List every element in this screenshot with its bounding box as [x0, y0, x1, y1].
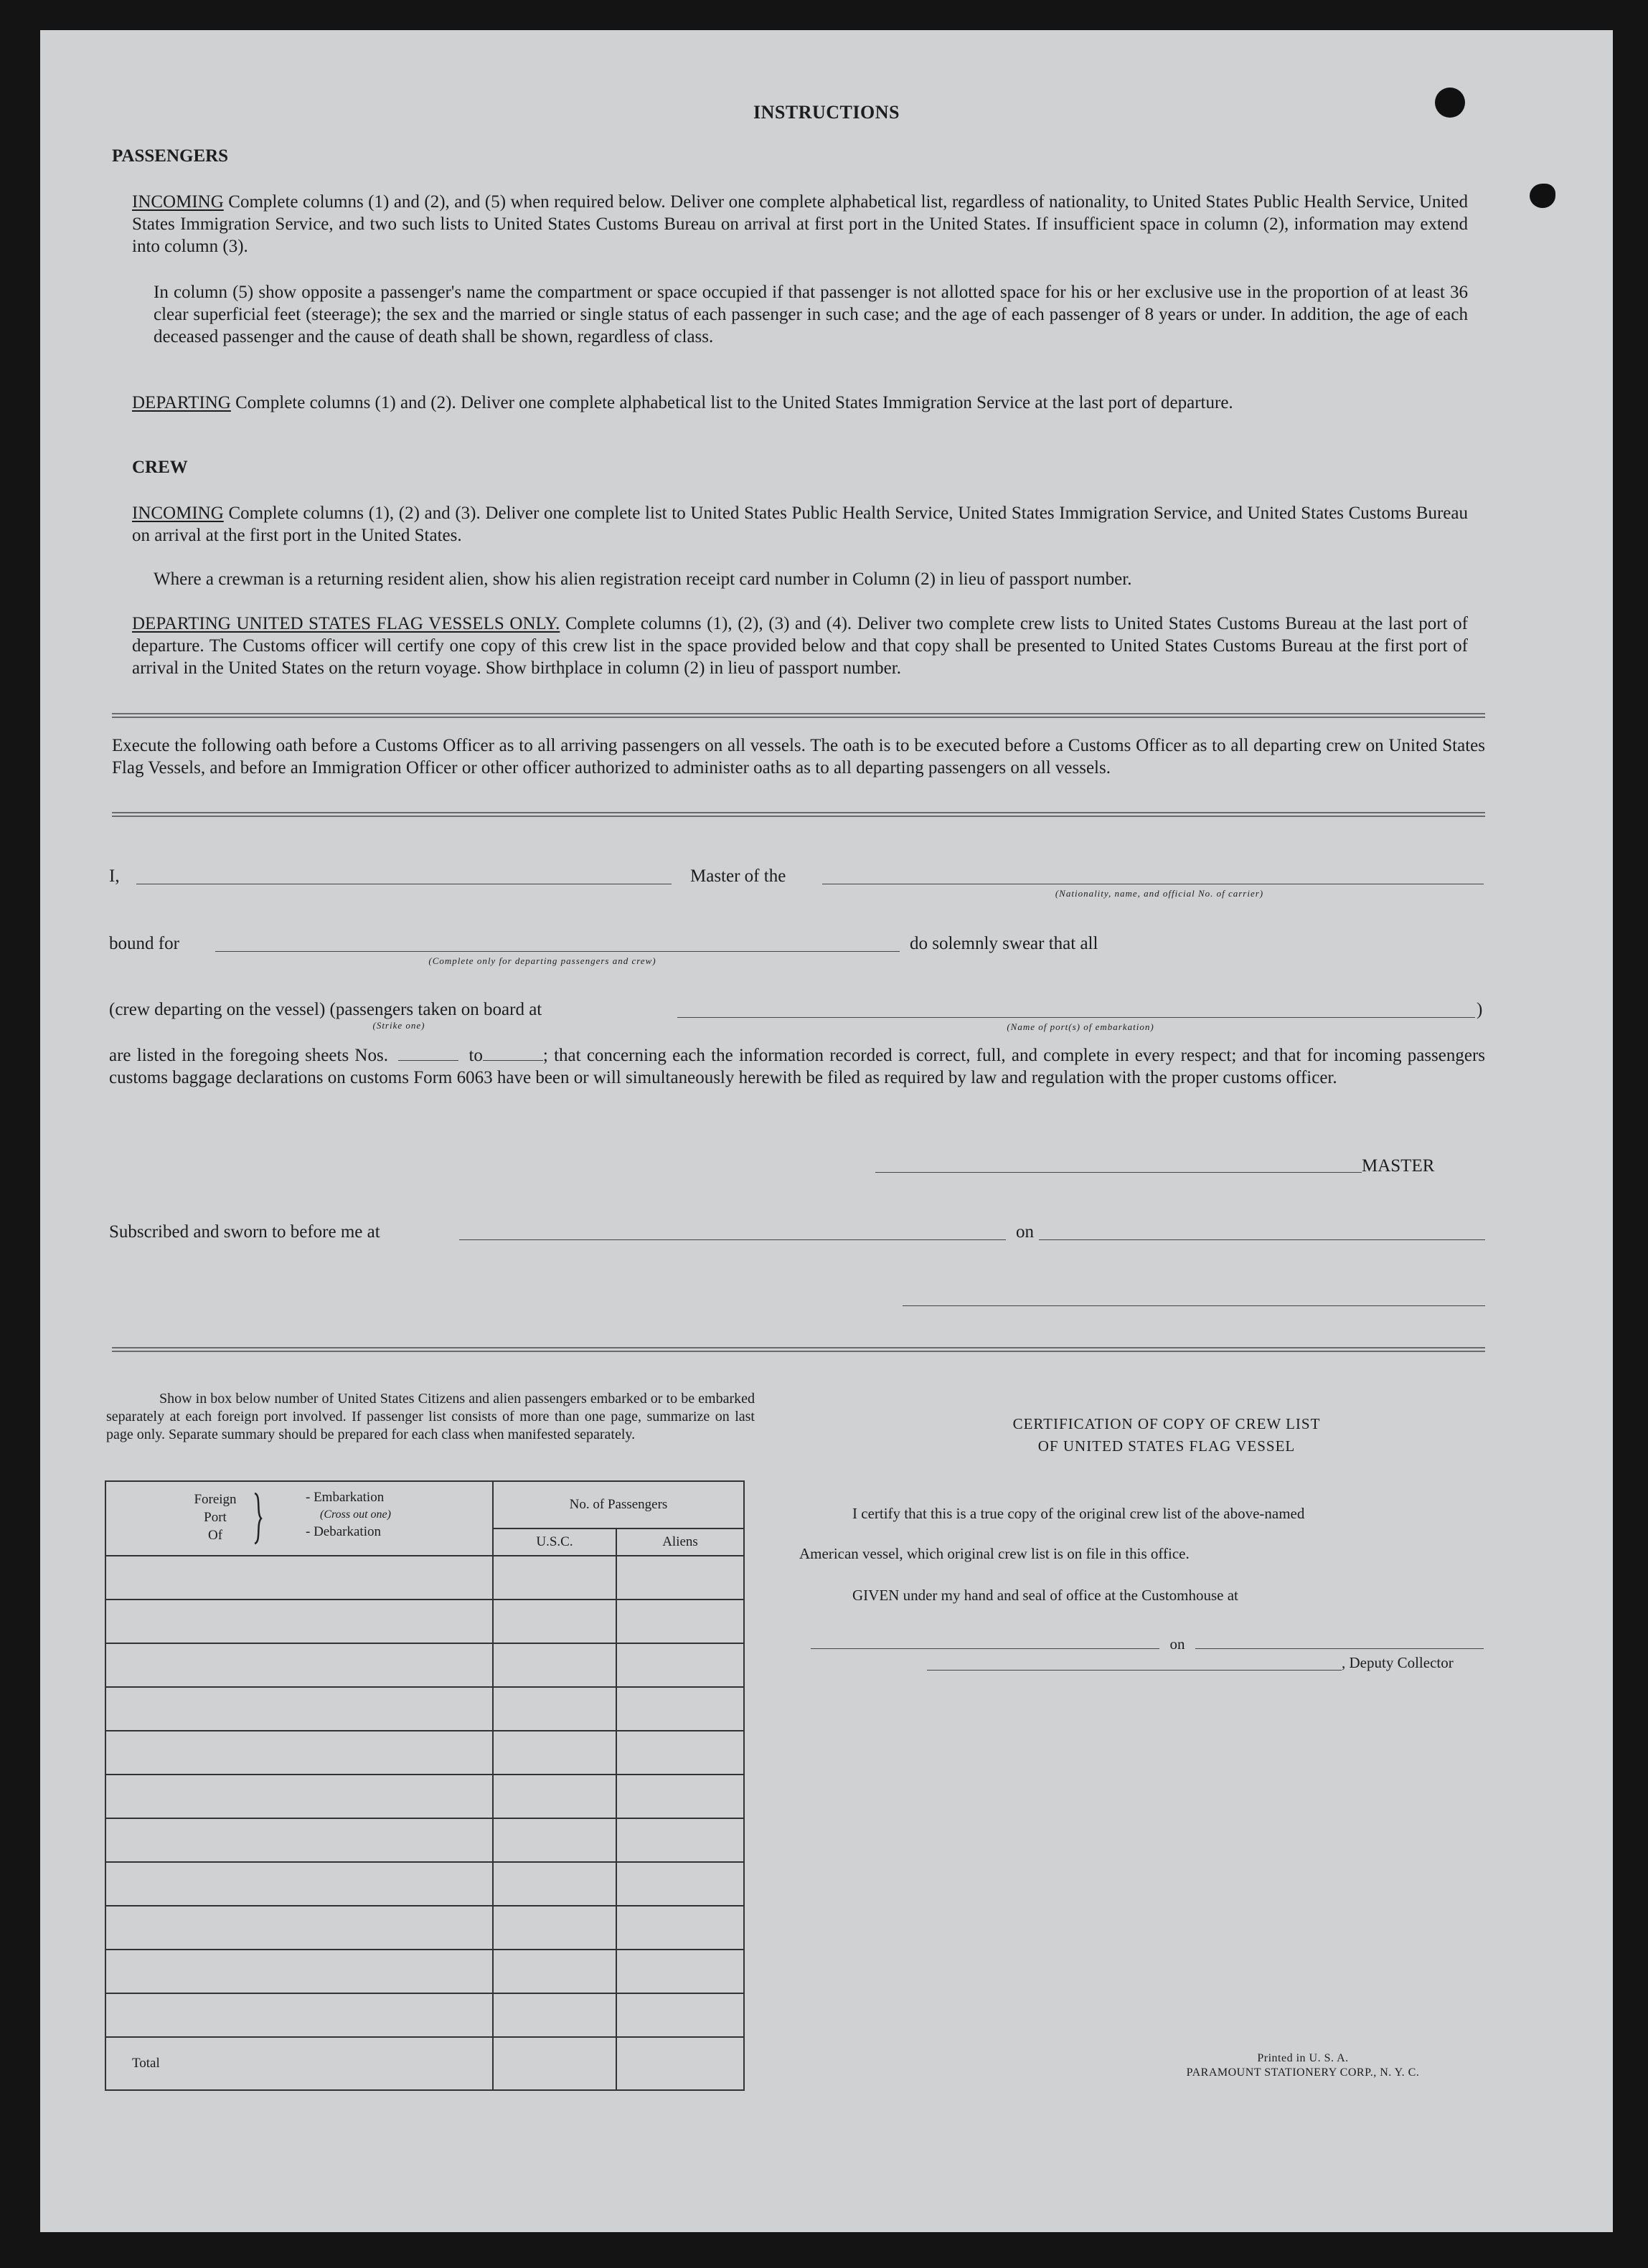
usc-cell[interactable] — [493, 1862, 616, 1906]
bound-for-caption: (Complete only for departing passengers and crew) — [428, 955, 656, 966]
port-cell[interactable] — [105, 1556, 493, 1600]
foreign-label: Foreign — [194, 1492, 237, 1507]
total-aliens-cell[interactable] — [616, 2037, 744, 2090]
oath-instructions: Execute the following oath before a Customs Officer as to all arriving passengers on all vessels. The oath is to be executed before a Customs Officer as to all departing crew on United States Flag Vessels, and before an Immigration Officer or other officer authorized to administer oaths as to all departing passengers on all vessels. — [112, 736, 1485, 778]
passengers-incoming-label: INCOMING — [132, 192, 224, 212]
aliens-cell[interactable] — [616, 1731, 744, 1775]
column5-paragraph: In column (5) show opposite a passenger's name the compartment or space occupied if that passenger is not allotted space for his or her exclusive use in the proportion of at least 36 clear superficial feet (steerage); the sex and the married or single status of each passenger in such case; and the age of each passenger of 8 years or under. In addition, the age of each deceased passenger and the cause of death shall be shown, regardless of class. — [154, 283, 1468, 346]
usc-cell[interactable] — [493, 1775, 616, 1818]
section-divider — [112, 1347, 1485, 1352]
port-label: Port — [204, 1510, 227, 1525]
cert-on-label: on — [1169, 1635, 1185, 1653]
table-row — [105, 1775, 744, 1818]
usc-cell[interactable] — [493, 1643, 616, 1687]
usc-cell[interactable] — [493, 1818, 616, 1862]
master-label: MASTER — [1362, 1156, 1435, 1176]
summary-instructions: Show in box below number of United States Citizens and alien passengers embarked or to be embarked separately at each foreign port involved. If passenger list consists of more than one page, summarize on last page only. Separate summary should be prepared for each class when manifested separately. — [106, 1391, 755, 1442]
section-divider — [112, 812, 1485, 817]
cert-date-field[interactable] — [1195, 1648, 1484, 1649]
brace-icon — [253, 1492, 264, 1545]
strike-one-caption: (Strike one) — [372, 1020, 425, 1031]
bound-for-label: bound for — [109, 934, 179, 953]
table-row — [105, 1643, 744, 1687]
usc-cell[interactable] — [493, 1556, 616, 1600]
table-row — [105, 1731, 744, 1775]
aliens-cell[interactable] — [616, 1643, 744, 1687]
debarkation-label: - Debarkation — [306, 1524, 381, 1539]
carrier-caption: (Nationality, name, and official No. of carrier) — [1055, 888, 1264, 899]
sheet-from-field[interactable] — [398, 1060, 458, 1061]
total-usc-cell[interactable] — [493, 2037, 616, 2090]
deputy-collector-field[interactable] — [927, 1670, 1342, 1671]
deputy-collector-label: , Deputy Collector — [1342, 1654, 1454, 1671]
port-of-embarkation-field[interactable] — [677, 1017, 1475, 1018]
crew-departing-paragraph — [132, 613, 1468, 679]
certification-title — [765, 1413, 1568, 1457]
passengers-incoming-paragraph — [132, 191, 1468, 257]
aliens-cell[interactable] — [616, 1775, 744, 1818]
certification-title-line-2: OF UNITED STATES FLAG VESSEL — [1037, 1437, 1296, 1455]
aliens-cell[interactable] — [616, 1993, 744, 2037]
printer-line-1: Printed in U. S. A. — [1257, 2052, 1349, 2064]
of-label: Of — [207, 1528, 223, 1543]
port-cell[interactable] — [105, 1775, 493, 1818]
port-cell[interactable] — [105, 1993, 493, 2037]
aliens-cell[interactable] — [616, 1600, 744, 1643]
usc-cell[interactable] — [493, 1993, 616, 2037]
certification-title-line-1: CERTIFICATION OF COPY OF CREW LIST — [1012, 1415, 1321, 1432]
master-of-the-label: Master of the — [690, 866, 786, 886]
aliens-header: Aliens — [616, 1528, 744, 1556]
crew-departing-text: Complete columns (1), (2), (3) and (4). Deliver two complete crew lists to United States Customs Bureau at the last port of departure. The Customs officer will certify one copy of this crew list in the space provided below and that copy shall be presented to United States Customs Bureau at the first port of arrival in the United States on the return voyage. Show birthplace in column (2) in lieu of passport number. — [132, 614, 1468, 678]
no-passengers-header: No. of Passengers — [493, 1481, 744, 1528]
crew-heading: CREW — [132, 458, 188, 477]
oath-i-label: I, — [109, 866, 120, 886]
sworn-date-field[interactable] — [1039, 1239, 1485, 1240]
passenger-summary-table — [105, 1480, 745, 2091]
aliens-cell[interactable] — [616, 1556, 744, 1600]
port-cell[interactable] — [105, 1687, 493, 1731]
crew-departing-label: DEPARTING UNITED STATES FLAG VESSELS ONLY. — [132, 614, 560, 633]
swear-label: do solemnly swear that all — [910, 934, 1098, 953]
port-cell[interactable] — [105, 1731, 493, 1775]
usc-header: U.S.C. — [493, 1528, 616, 1556]
usc-cell[interactable] — [493, 1687, 616, 1731]
aliens-cell[interactable] — [616, 1687, 744, 1731]
listed-to-label: to — [468, 1046, 483, 1065]
table-row — [105, 1993, 744, 2037]
listed-text-1: are listed in the foregoing sheets Nos. — [109, 1046, 388, 1065]
passengers-heading: PASSENGERS — [112, 146, 229, 166]
aliens-cell[interactable] — [616, 1818, 744, 1862]
usc-cell[interactable] — [493, 1600, 616, 1643]
port-caption: (Name of port(s) of embarkation) — [1007, 1021, 1154, 1032]
sheet-to-field[interactable] — [483, 1060, 543, 1061]
table-row — [105, 1687, 744, 1731]
close-paren: ) — [1477, 1000, 1483, 1019]
port-cell[interactable] — [105, 1818, 493, 1862]
table-row — [105, 1906, 744, 1950]
given-line: GIVEN under my hand and seal of office at the Customhouse at — [852, 1587, 1238, 1604]
listed-text-2: ; that concerning each the information recorded is correct, full, and complete in every respect; and that for incoming passengers customs baggage declarations on customs Form 6063 have been or will simultaneously herewith be filed as required by law and regulation with the proper customs officer. — [109, 1046, 1485, 1087]
table-row — [105, 1556, 744, 1600]
embarkation-label: - Embarkation — [306, 1490, 385, 1505]
port-cell[interactable] — [105, 1862, 493, 1906]
passengers-incoming-text: Complete columns (1) and (2), and (5) when required below. Deliver one complete alphabetical list, regardless of nationality, to United States Public Health Service, United States Immigration Service, and two such lists to United States Customs Bureau on arrival at first port in the United States. If insufficient space in column (2), information may extend into column (3). — [132, 192, 1469, 256]
passengers-departing-paragraph — [132, 392, 1468, 414]
usc-cell[interactable] — [493, 1906, 616, 1950]
page-title: INSTRUCTIONS — [753, 102, 900, 123]
passengers-departing-text: Complete columns (1) and (2). Deliver one complete alphabetical list to the United States Immigration Service at the last port of departure. — [235, 393, 1233, 412]
table-row — [105, 1950, 744, 1993]
document-page — [40, 30, 1613, 2232]
usc-cell[interactable] — [493, 1731, 616, 1775]
crew-resident-paragraph: Where a crewman is a returning resident alien, show his alien registration receipt card number in Column (2) in lieu of passport number. — [154, 570, 1132, 589]
officer-signature-field[interactable] — [903, 1305, 1485, 1306]
passengers-departing-label: DEPARTING — [132, 393, 231, 412]
table-row — [105, 1862, 744, 1906]
foreign-port-header — [105, 1481, 493, 1556]
cross-out-caption: (Cross out one) — [320, 1508, 391, 1521]
section-divider — [112, 713, 1485, 718]
total-label: Total — [105, 2037, 493, 2090]
table-row — [105, 1600, 744, 1643]
aliens-cell[interactable] — [616, 1950, 744, 1993]
listed-paragraph — [109, 1044, 1485, 1089]
bound-for-field[interactable] — [215, 951, 900, 952]
aliens-cell[interactable] — [616, 1906, 744, 1950]
table-row — [105, 1818, 744, 1862]
printer-imprint — [1116, 2051, 1489, 2080]
crew-incoming-label: INCOMING — [132, 504, 224, 523]
port-cell[interactable] — [105, 1906, 493, 1950]
master-signature-field[interactable] — [875, 1172, 1362, 1173]
printer-line-2: PARAMOUNT STATIONERY CORP., N. Y. C. — [1186, 2066, 1420, 2079]
port-cell[interactable] — [105, 1643, 493, 1687]
usc-cell[interactable] — [493, 1950, 616, 1993]
certify-line-1: I certify that this is a true copy of the original crew list of the above-named — [852, 1505, 1305, 1522]
crew-incoming-text: Complete columns (1), (2) and (3). Deliver one complete list to United States Public Health Service, United States Immigration Service, and United States Customs Bureau on arrival at the first port in the United States. — [132, 504, 1468, 545]
sworn-place-field[interactable] — [459, 1239, 1006, 1240]
aliens-cell[interactable] — [616, 1862, 744, 1906]
customhouse-field[interactable] — [811, 1648, 1159, 1649]
port-cell[interactable] — [105, 1950, 493, 1993]
sworn-on-label: on — [1016, 1222, 1034, 1242]
port-cell[interactable] — [105, 1600, 493, 1643]
punch-hole-mark — [1530, 184, 1555, 208]
crew-incoming-paragraph — [132, 502, 1468, 547]
subscribed-label: Subscribed and sworn to before me at — [109, 1222, 380, 1242]
certify-line-2: American vessel, which original crew list is on file in this office. — [799, 1545, 1190, 1562]
crew-departing-label: (crew departing on the vessel) (passengers taken on board at — [109, 1000, 542, 1019]
